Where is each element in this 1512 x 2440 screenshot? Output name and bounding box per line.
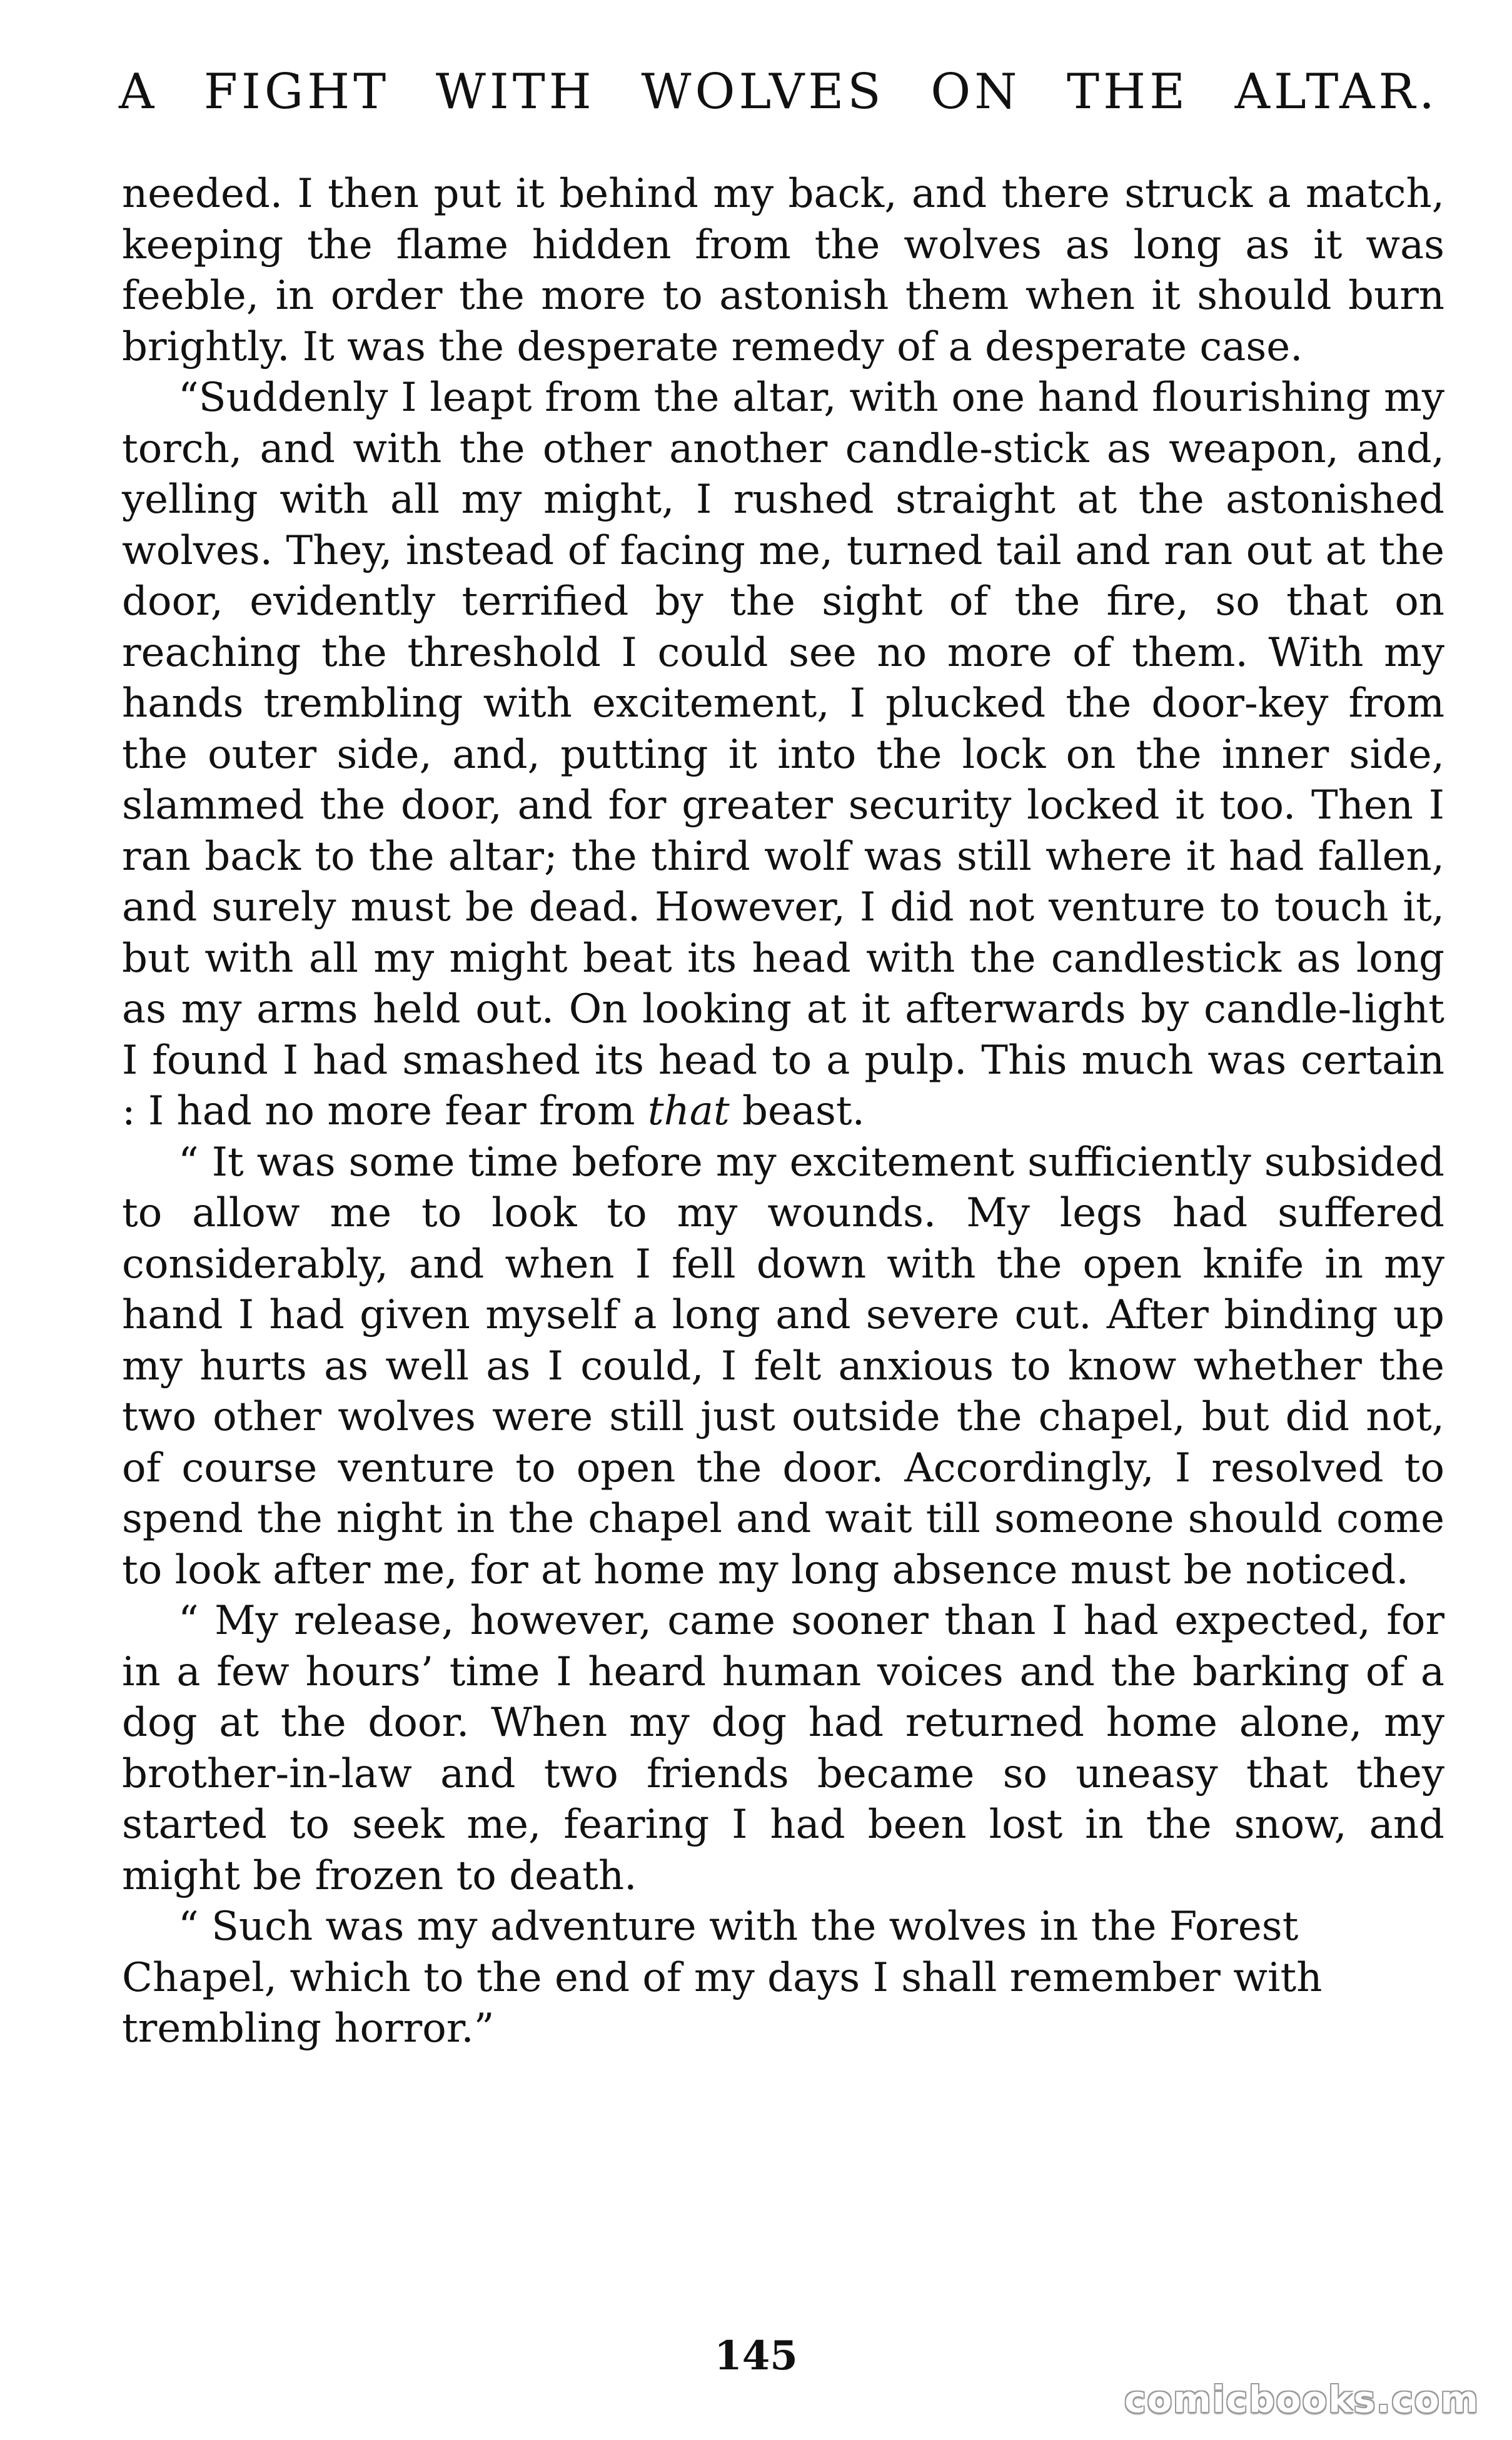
paragraph-3: “ It was some time before my excitement sufficiently subsided to allow me to look to my wounds. My legs had suffered considerably, and when I fell down with the open knife in my hand I had given myself a long and severe cut. After binding up my hurts as well as I could, I felt anxious to know whether the two other wolves were still just outside the chapel, but did not, of course venture to open the door. Accordingly, I resolved to spend the night in the chapel and wait till someone should come to look after me, for at home my long absence must be noticed. — [122, 1139, 1444, 1593]
page-number: 145 — [714, 2332, 798, 2379]
paragraph-4: “ My release, however, came sooner than I had expected, for in a few hours’ time I heard human voices and the barking of a dog at the door. When my dog had returned home alone, my brother-in-law and two friends became so uneasy that they started to seek me, fearing I had been lost in the snow, and might be frozen to death. — [122, 1598, 1444, 1899]
paragraph-2-text: “Suddenly I leapt from the altar, with one hand flourishing my torch, and with the other another candle-stick as weapon, and, yelling with all my might, I rushed straight at the astonished wolves. They, instead of facing me, turned tail and ran out at the door, evidently terrified by the sight of the fire, so that on reaching the threshold I could see no more of them. With my hands trembling with excitement, I plucked the door-key from the outer side, and, putting it into the lock on the inner side, slammed the door, and for greater security locked it too. Then I ran back to the altar; the third wolf was still where it had fallen, and surely must be dead. However, I did not venture to touch it, but with all my might beat its head with the candlestick as long as my arms held out. On looking at it afterwards by candle-light I found I had smashed its head to a pulp. This much was certain : I had no more fear from — [122, 375, 1444, 1134]
paragraph-2 — [122, 373, 1444, 1137]
running-head: A FIGHT WITH WOLVES ON THE ALTAR. — [119, 64, 1438, 120]
watermark-logo: comicbooks.com — [1124, 2378, 1479, 2421]
paragraph-2-emphasis: that — [647, 1088, 730, 1134]
paragraph-2-tail: beast. — [729, 1088, 865, 1134]
body-text — [122, 169, 1444, 2055]
paragraph-5: “ Such was my adventure with the wolves in the Forest Chapel, which to the end of my days I shall remember with trembling horror.” — [122, 1903, 1323, 2052]
paragraph-1: needed. I then put it behind my back, and there struck a match, keeping the flame hidden from the wolves as long as it was feeble, in order the more to astonish them when it should burn brightly. It was the desperate remedy of a desperate case. — [122, 171, 1444, 370]
